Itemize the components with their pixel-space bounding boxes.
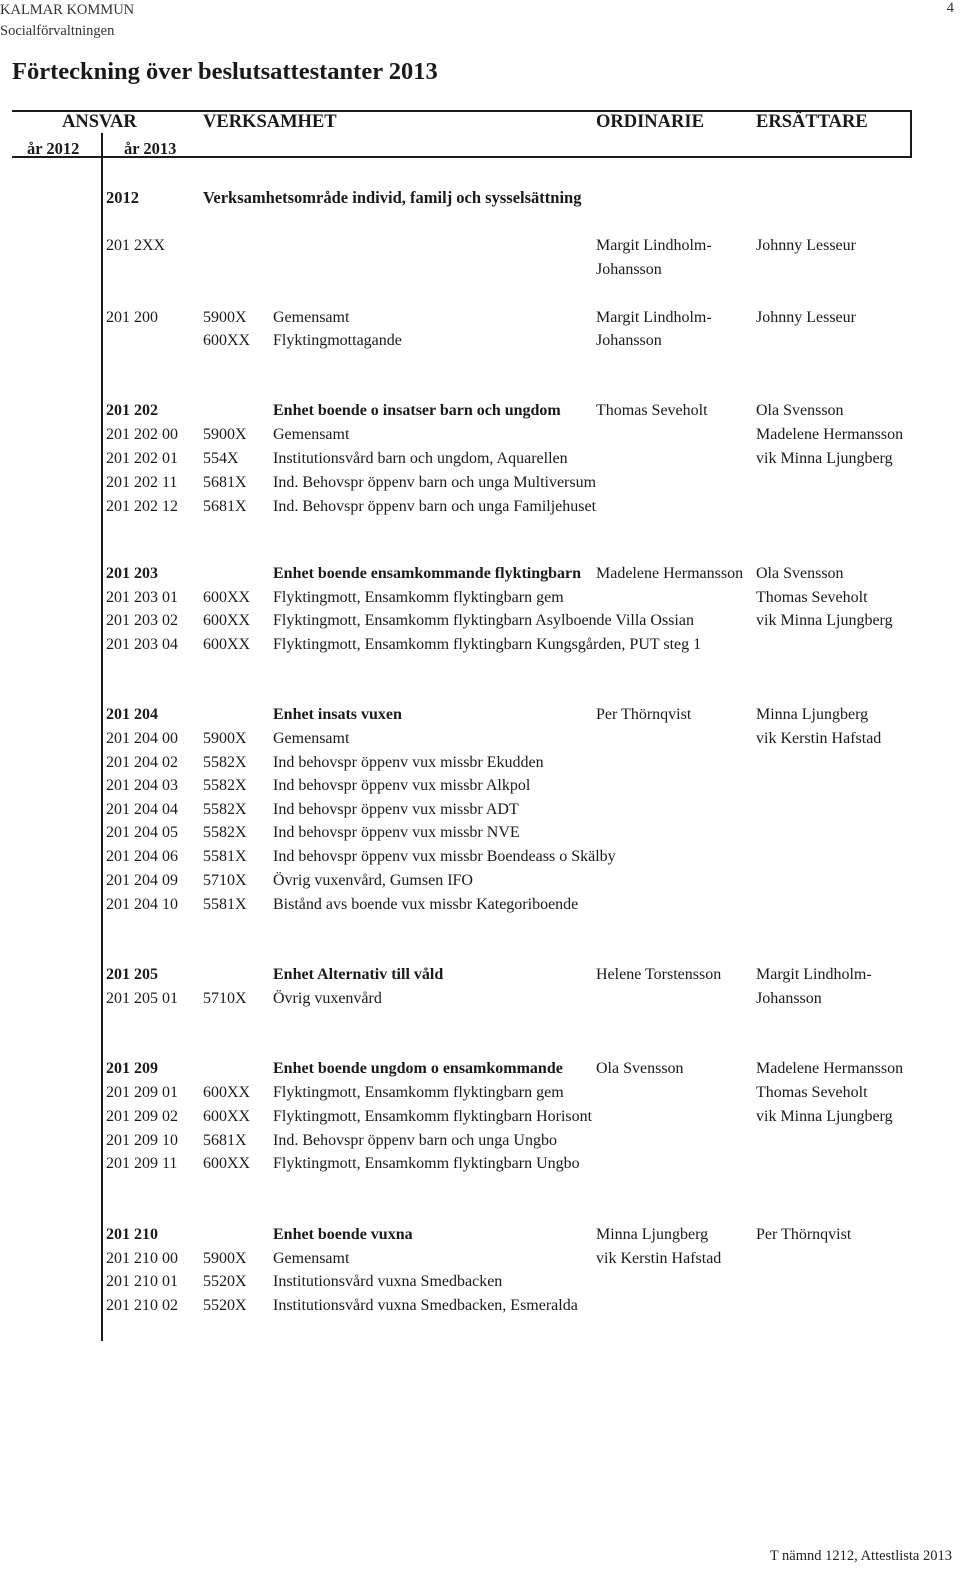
cell-ansvar: 5582X (203, 754, 247, 771)
cell-code: 201 204 10 (106, 896, 178, 913)
table-row (0, 896, 960, 920)
table-row (0, 309, 960, 333)
cell-code: 201 204 02 (106, 754, 178, 771)
cell-name: Enhet boende ensamkommande flyktingbarn (273, 565, 582, 582)
cell-name: Ind. Behovspr öppenv barn och unga Familjehuset (273, 498, 597, 515)
cell-code: 201 204 00 (106, 730, 178, 747)
cell-code: 201 210 01 (106, 1273, 178, 1290)
table-row (0, 636, 960, 660)
cell-code: 201 203 (106, 565, 158, 582)
cell-name: Ind. Behovspr öppenv barn och unga Multiversum (273, 474, 597, 491)
cell-ansvar: 5900X (203, 426, 247, 443)
cell-code: 201 209 10 (106, 1132, 178, 1149)
table-row (0, 426, 960, 450)
table-row (0, 872, 960, 896)
cell-code: 201 203 02 (106, 612, 178, 629)
table-row (0, 1297, 960, 1321)
cell-ersattare: Thomas Seveholt (756, 1084, 868, 1101)
cell-code: 201 209 (106, 1060, 158, 1077)
cell-name: Flyktingmott, Ensamkomm flyktingbarn gem (273, 589, 564, 606)
cell-ordinarie: Margit Lindholm- (596, 309, 712, 326)
cell-name: Ind. Behovspr öppenv barn och unga Ungbo (273, 1132, 557, 1149)
table-row (0, 801, 960, 825)
cell-code: 201 210 00 (106, 1250, 178, 1267)
unit-header-row (0, 402, 960, 426)
cell-ansvar: 5520X (203, 1273, 247, 1290)
column-header-ansvar: ANSVAR (62, 112, 137, 132)
cell-code: 201 204 04 (106, 801, 178, 818)
cell-ansvar: 5582X (203, 777, 247, 794)
section-code: 2012 (106, 188, 139, 207)
cell-code: 201 209 02 (106, 1108, 178, 1125)
cell-ansvar: 600XX (203, 332, 251, 349)
unit-header-row (0, 706, 960, 730)
cell-code: 201 203 01 (106, 589, 178, 606)
cell-ansvar: 5681X (203, 474, 247, 491)
cell-ersattare: vik Minna Ljungberg (756, 1108, 893, 1125)
cell-name: Institutionsvård vuxna Smedbacken, Esmeralda (273, 1297, 578, 1314)
cell-ordinarie: Margit Lindholm- (596, 237, 712, 254)
table-row (0, 730, 960, 754)
cell-name: Enhet boende vuxna (273, 1226, 413, 1243)
cell-code: 201 205 01 (106, 990, 178, 1007)
cell-ordinarie: Helene Torstensson (596, 966, 722, 983)
table-row (0, 754, 960, 778)
cell-ersattare: Johnny Lesseur (756, 237, 856, 254)
org-name: KALMAR KOMMUN (0, 2, 135, 18)
cell-code: 201 204 (106, 706, 158, 723)
cell-name: Ind behovspr öppenv vux missbr ADT (273, 801, 519, 818)
page-title: Förteckning över beslutsattestanter 2013 (12, 58, 438, 85)
cell-code: 201 204 05 (106, 824, 178, 841)
cell-ansvar: 5681X (203, 1132, 247, 1149)
cell-code: 201 203 04 (106, 636, 178, 653)
table-row (0, 450, 960, 474)
table-row (0, 990, 960, 1014)
unit-header-row (0, 966, 960, 990)
cell-code: 201 202 (106, 402, 158, 419)
column-header-ordinarie: ORDINARIE (596, 112, 704, 132)
cell-code: 201 204 03 (106, 777, 178, 794)
cell-name: Flyktingmottagande (273, 332, 402, 349)
cell-ersattare: vik Minna Ljungberg (756, 450, 893, 467)
table-row (0, 261, 960, 285)
cell-name: Enhet Alternativ till våld (273, 966, 444, 983)
cell-code: 201 202 12 (106, 498, 178, 515)
cell-ersattare: vik Kerstin Hafstad (756, 730, 882, 747)
cell-name: Övrig vuxenvård, Gumsen IFO (273, 872, 473, 889)
cell-ersattare: Madelene Hermansson (756, 426, 904, 443)
table-row (0, 1084, 960, 1108)
cell-name: Enhet boende o insatser barn och ungdom (273, 402, 561, 419)
cell-ersattare: Minna Ljungberg (756, 706, 869, 723)
cell-name: Ind behovspr öppenv vux missbr Boendeass o Skälby (273, 848, 616, 865)
cell-name: Gemensamt (273, 426, 350, 443)
cell-ersattare: Ola Svensson (756, 402, 844, 419)
cell-ansvar: 554X (203, 450, 239, 467)
cell-ersattare: vik Minna Ljungberg (756, 612, 893, 629)
cell-code: 201 209 01 (106, 1084, 178, 1101)
table-row (0, 237, 960, 261)
table-row (0, 1132, 960, 1156)
cell-ordinarie: Johansson (596, 332, 662, 349)
table-row (0, 332, 960, 356)
cell-ansvar: 600XX (203, 1155, 251, 1172)
department-name: Socialförvaltningen (0, 23, 115, 39)
column-header-year-2013: år 2013 (124, 139, 177, 158)
column-header-year-2012: år 2012 (27, 139, 80, 158)
cell-ansvar: 600XX (203, 636, 251, 653)
cell-ersattare: Johansson (756, 990, 822, 1007)
page-footer: T nämnd 1212, Attestlista 2013 (769, 1548, 952, 1564)
table-row (0, 498, 960, 522)
cell-name: Gemensamt (273, 1250, 350, 1267)
cell-name: Ind behovspr öppenv vux missbr Alkpol (273, 777, 531, 794)
cell-ansvar: 5582X (203, 801, 247, 818)
unit-header-row (0, 565, 960, 589)
cell-ersattare: Thomas Seveholt (756, 589, 868, 606)
column-header-verksamhet: VERKSAMHET (203, 112, 337, 132)
cell-ordinarie: Per Thörnqvist (596, 706, 692, 723)
cell-name: Flyktingmott, Ensamkomm flyktingbarn Ungbo (273, 1155, 580, 1172)
cell-ersattare: Per Thörnqvist (756, 1226, 852, 1243)
cell-ersattare: Johnny Lesseur (756, 309, 856, 326)
page-number: 4 (946, 0, 954, 16)
cell-ordinarie: Madelene Hermansson (596, 565, 744, 582)
cell-code: 201 2XX (106, 237, 166, 254)
cell-ordinarie: Ola Svensson (596, 1060, 684, 1077)
cell-ansvar: 5900X (203, 1250, 247, 1267)
cell-code: 201 204 09 (106, 872, 178, 889)
cell-ansvar: 5581X (203, 848, 247, 865)
cell-ersattare: Madelene Hermansson (756, 1060, 904, 1077)
cell-code: 201 210 (106, 1226, 158, 1243)
cell-code: 201 209 11 (106, 1155, 178, 1172)
cell-ordinarie: vik Kerstin Hafstad (596, 1250, 722, 1267)
cell-name: Institutionsvård barn och ungdom, Aquarellen (273, 450, 568, 467)
unit-header-row (0, 1060, 960, 1084)
table-row (0, 474, 960, 498)
cell-ansvar: 600XX (203, 589, 251, 606)
cell-code: 201 210 02 (106, 1297, 178, 1314)
cell-ansvar: 5710X (203, 872, 247, 889)
cell-ordinarie: Thomas Seveholt (596, 402, 708, 419)
unit-header-row (0, 1226, 960, 1250)
cell-ansvar: 600XX (203, 1084, 251, 1101)
cell-code: 201 200 (106, 309, 158, 326)
cell-ansvar: 5582X (203, 824, 247, 841)
table-row (0, 1250, 960, 1274)
cell-ordinarie: Johansson (596, 261, 662, 278)
column-header-ersattare: ERSÄTTARE (756, 112, 868, 132)
page-header-left (0, 0, 134, 42)
cell-name: Ind behovspr öppenv vux missbr NVE (273, 824, 520, 841)
cell-ansvar: 5900X (203, 730, 247, 747)
table-row (0, 589, 960, 613)
table-row (0, 612, 960, 636)
cell-ersattare: Ola Svensson (756, 565, 844, 582)
cell-ansvar: 600XX (203, 612, 251, 629)
cell-name: Övrig vuxenvård (273, 990, 382, 1007)
cell-name: Gemensamt (273, 730, 350, 747)
cell-code: 201 202 01 (106, 450, 178, 467)
cell-name: Gemensamt (273, 309, 350, 326)
cell-name: Flyktingmott, Ensamkomm flyktingbarn Asylboende Villa Ossian (273, 612, 694, 629)
cell-ansvar: 5710X (203, 990, 247, 1007)
table-row (0, 848, 960, 872)
section-title: Verksamhetsområde individ, familj och sysselsättning (203, 188, 582, 207)
cell-code: 201 204 06 (106, 848, 178, 865)
cell-ansvar: 5520X (203, 1297, 247, 1314)
cell-name: Institutionsvård vuxna Smedbacken (273, 1273, 503, 1290)
cell-ersattare: Margit Lindholm- (756, 966, 872, 983)
cell-name: Flyktingmott, Ensamkomm flyktingbarn gem (273, 1084, 564, 1101)
cell-ordinarie: Minna Ljungberg (596, 1226, 709, 1243)
cell-name: Ind behovspr öppenv vux missbr Ekudden (273, 754, 544, 771)
cell-name: Bistånd avs boende vux missbr Kategoriboende (273, 896, 579, 913)
table-row (0, 824, 960, 848)
cell-ansvar: 5681X (203, 498, 247, 515)
table-row (0, 1273, 960, 1297)
cell-code: 201 202 11 (106, 474, 178, 491)
table-row (0, 1108, 960, 1132)
cell-code: 201 202 00 (106, 426, 178, 443)
cell-name: Flyktingmott, Ensamkomm flyktingbarn Horisont (273, 1108, 593, 1125)
cell-ansvar: 5581X (203, 896, 247, 913)
cell-name: Enhet insats vuxen (273, 706, 402, 723)
cell-ansvar: 600XX (203, 1108, 251, 1125)
cell-name: Flyktingmott, Ensamkomm flyktingbarn Kungsgården, PUT steg 1 (273, 636, 702, 653)
table-row (0, 1155, 960, 1179)
table-row (0, 777, 960, 801)
cell-name: Enhet boende ungdom o ensamkommande (273, 1060, 563, 1077)
cell-ansvar: 5900X (203, 309, 247, 326)
cell-code: 201 205 (106, 966, 158, 983)
